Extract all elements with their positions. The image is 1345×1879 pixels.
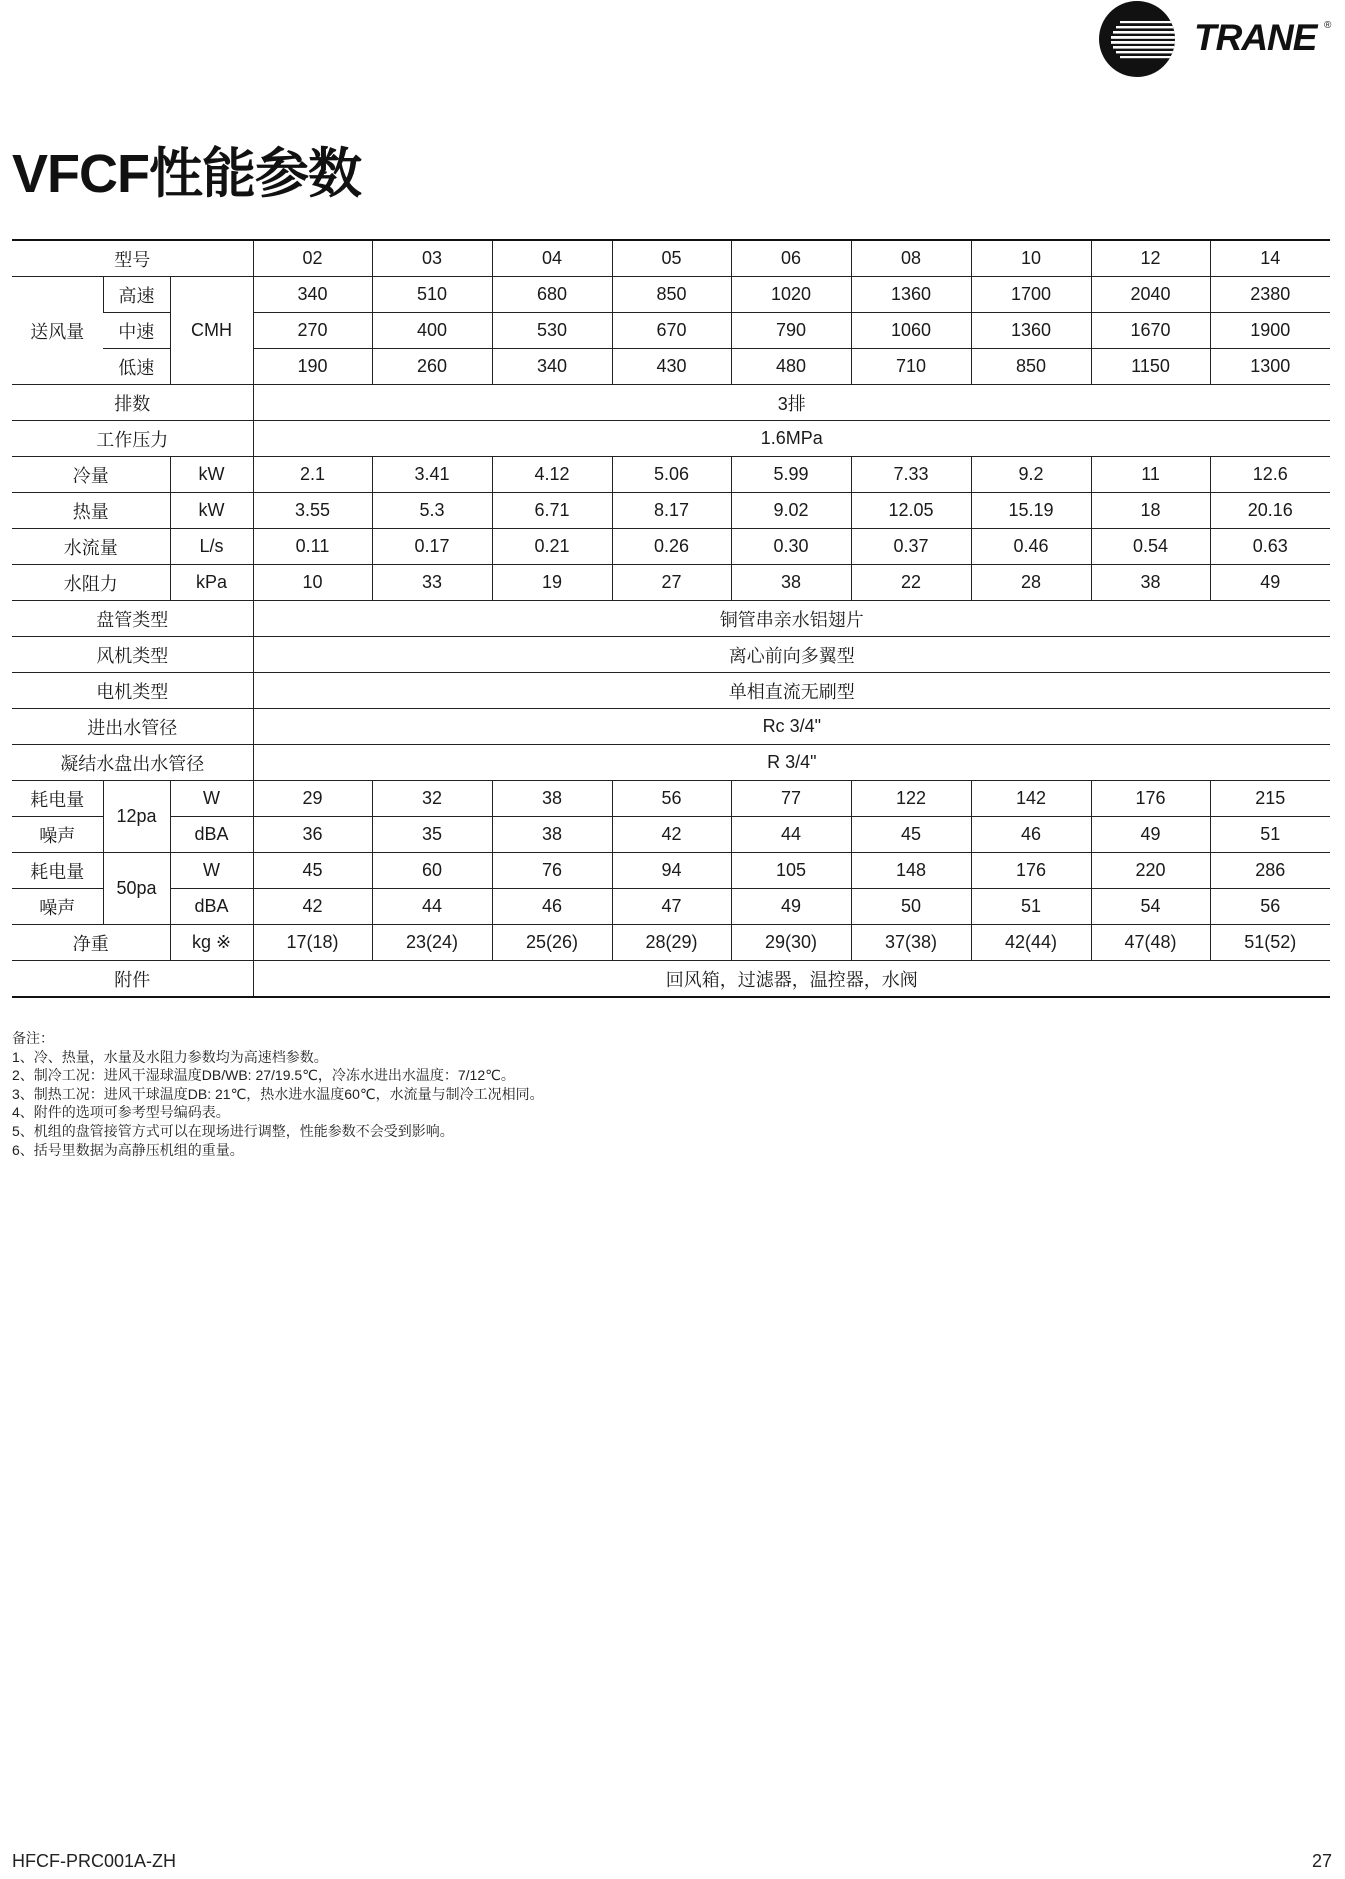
value-cell: 430 [612, 349, 731, 385]
speed-label: 低速 [103, 349, 170, 385]
value-cell: 4.12 [492, 457, 612, 493]
value-cell: 0.21 [492, 529, 612, 565]
noise-unit: dBA [170, 889, 253, 925]
value-cell: 0.37 [851, 529, 971, 565]
value-cell: 1900 [1210, 313, 1330, 349]
notes-heading: 备注： [12, 1030, 54, 1046]
note-item: 3、制热工况：进风干球温度DB: 21℃，热水进水温度60℃，水流量与制冷工况相同。 [12, 1085, 544, 1102]
value-cell: 36 [253, 817, 372, 853]
value-cell: 105 [731, 853, 851, 889]
value-cell: 38 [731, 565, 851, 601]
power-row [12, 781, 1330, 817]
perf-unit: kW [170, 493, 253, 529]
value-cell: 142 [971, 781, 1091, 817]
brand-name: TRANE [1194, 17, 1317, 58]
weight-unit: kg ※ [170, 925, 253, 961]
value-cell: 122 [851, 781, 971, 817]
power-label: 耗电量 [12, 781, 103, 817]
spec-row [12, 637, 1330, 673]
value-cell: 2380 [1210, 277, 1330, 313]
value-cell: 2.1 [253, 457, 372, 493]
value-cell: 480 [731, 349, 851, 385]
speed-label: 高速 [103, 277, 170, 313]
value-cell: 44 [731, 817, 851, 853]
model-header-cell: 03 [372, 240, 492, 277]
perf-row [12, 565, 1330, 601]
value-cell: 148 [851, 853, 971, 889]
perf-label: 水流量 [12, 529, 170, 565]
value-cell: 77 [731, 781, 851, 817]
value-cell: 51(52) [1210, 925, 1330, 961]
rows-row [12, 385, 1330, 421]
value-cell: 49 [1210, 565, 1330, 601]
perf-unit: L/s [170, 529, 253, 565]
doc-code: HFCF-PRC001A-ZH [12, 1851, 177, 1871]
value-cell: 46 [971, 817, 1091, 853]
value-cell: 1360 [851, 277, 971, 313]
value-cell: 340 [253, 277, 372, 313]
value-cell: 7.33 [851, 457, 971, 493]
value-cell: 29 [253, 781, 372, 817]
noise-row [12, 889, 1330, 925]
value-cell: 510 [372, 277, 492, 313]
noise-label: 噪声 [12, 817, 103, 853]
value-cell: 3.55 [253, 493, 372, 529]
weight-label: 净重 [12, 925, 170, 961]
spec-row [12, 601, 1330, 637]
value-cell: 215 [1210, 781, 1330, 817]
value-cell: 42(44) [971, 925, 1091, 961]
value-cell: 50 [851, 889, 971, 925]
registered-mark: ® [1324, 20, 1332, 31]
value-cell: 10 [253, 565, 372, 601]
noise-label: 噪声 [12, 889, 103, 925]
value-cell: 38 [1091, 565, 1210, 601]
value-cell: 37(38) [851, 925, 971, 961]
static-pressure-label: 12pa [103, 781, 170, 853]
trane-logo [1098, 0, 1338, 80]
value-cell: 18 [1091, 493, 1210, 529]
value-cell: 42 [253, 889, 372, 925]
value-cell: 46 [492, 889, 612, 925]
value-cell: 27 [612, 565, 731, 601]
value-cell: 2040 [1091, 277, 1210, 313]
spec-label: 盘管类型 [12, 601, 253, 637]
power-unit: W [170, 853, 253, 889]
value-cell: 1150 [1091, 349, 1210, 385]
value-cell: 29(30) [731, 925, 851, 961]
value-cell: 6.71 [492, 493, 612, 529]
rows-label: 排数 [12, 385, 253, 421]
value-cell: 12.05 [851, 493, 971, 529]
value-cell: 56 [612, 781, 731, 817]
value-cell: 33 [372, 565, 492, 601]
value-cell: 56 [1210, 889, 1330, 925]
perf-row [12, 493, 1330, 529]
value-cell: 54 [1091, 889, 1210, 925]
value-cell: 400 [372, 313, 492, 349]
model-header-cell: 06 [731, 240, 851, 277]
value-cell: 5.3 [372, 493, 492, 529]
value-cell: 8.17 [612, 493, 731, 529]
value-cell: 220 [1091, 853, 1210, 889]
value-cell: 15.19 [971, 493, 1091, 529]
spec-value: R 3/4" [253, 745, 1330, 781]
rows-value: 3排 [253, 385, 1330, 421]
value-cell: 0.30 [731, 529, 851, 565]
note-item: 2、制冷工况：进风干湿球温度DB/WB: 27/19.5℃，冷冻水进出水温度：7/12℃。 [12, 1067, 515, 1084]
value-cell: 1020 [731, 277, 851, 313]
spec-row [12, 709, 1330, 745]
weight-row [12, 925, 1330, 961]
value-cell: 94 [612, 853, 731, 889]
accessory-row [12, 961, 1330, 998]
value-cell: 190 [253, 349, 372, 385]
value-cell: 790 [731, 313, 851, 349]
value-cell: 530 [492, 313, 612, 349]
power-row [12, 853, 1330, 889]
spec-table [12, 239, 1330, 998]
value-cell: 5.06 [612, 457, 731, 493]
value-cell: 710 [851, 349, 971, 385]
model-header-cell: 14 [1210, 240, 1330, 277]
airflow-unit: CMH [170, 277, 253, 385]
value-cell: 340 [492, 349, 612, 385]
note-item: 1、冷、热量，水量及水阻力参数均为高速档参数。 [12, 1048, 328, 1065]
perf-label: 热量 [12, 493, 170, 529]
value-cell: 28 [971, 565, 1091, 601]
page-title: VFCF性能参数 [12, 144, 361, 204]
spec-label: 电机类型 [12, 673, 253, 709]
value-cell: 9.02 [731, 493, 851, 529]
value-cell: 42 [612, 817, 731, 853]
value-cell: 1670 [1091, 313, 1210, 349]
pressure-row [12, 421, 1330, 457]
value-cell: 286 [1210, 853, 1330, 889]
airflow-label: 送风量 [12, 277, 103, 385]
value-cell: 9.2 [971, 457, 1091, 493]
noise-row [12, 817, 1330, 853]
value-cell: 0.63 [1210, 529, 1330, 565]
value-cell: 176 [1091, 781, 1210, 817]
value-cell: 850 [971, 349, 1091, 385]
note-item: 4、附件的选项可参考型号编码表。 [12, 1104, 230, 1121]
value-cell: 19 [492, 565, 612, 601]
value-cell: 25(26) [492, 925, 612, 961]
value-cell: 0.54 [1091, 529, 1210, 565]
value-cell: 11 [1091, 457, 1210, 493]
static-pressure-label: 50pa [103, 853, 170, 925]
note-item: 6、括号里数据为高静压机组的重量。 [12, 1141, 244, 1158]
value-cell: 23(24) [372, 925, 492, 961]
model-header-cell: 02 [253, 240, 372, 277]
value-cell: 51 [1210, 817, 1330, 853]
trane-logo-icon [1098, 0, 1176, 78]
perf-unit: kW [170, 457, 253, 493]
model-header-cell: 12 [1091, 240, 1210, 277]
spec-value: 铜管串亲水铝翅片 [253, 601, 1330, 637]
value-cell: 38 [492, 781, 612, 817]
value-cell: 3.41 [372, 457, 492, 493]
value-cell: 0.26 [612, 529, 731, 565]
model-header-cell: 10 [971, 240, 1091, 277]
value-cell: 260 [372, 349, 492, 385]
perf-label: 水阻力 [12, 565, 170, 601]
value-cell: 45 [851, 817, 971, 853]
spec-label: 风机类型 [12, 637, 253, 673]
spec-row [12, 673, 1330, 709]
value-cell: 22 [851, 565, 971, 601]
pressure-label: 工作压力 [12, 421, 253, 457]
value-cell: 0.46 [971, 529, 1091, 565]
value-cell: 176 [971, 853, 1091, 889]
speed-label: 中速 [103, 313, 170, 349]
spec-value: Rc 3/4" [253, 709, 1330, 745]
value-cell: 49 [1091, 817, 1210, 853]
pressure-value: 1.6MPa [253, 421, 1330, 457]
spec-label: 进出水管径 [12, 709, 253, 745]
spec-value: 单相直流无刷型 [253, 673, 1330, 709]
value-cell: 5.99 [731, 457, 851, 493]
model-header-cell: 08 [851, 240, 971, 277]
note-item: 5、机组的盘管接管方式可以在现场进行调整，性能参数不会受到影响。 [12, 1122, 454, 1139]
power-unit: W [170, 781, 253, 817]
value-cell: 1060 [851, 313, 971, 349]
value-cell: 60 [372, 853, 492, 889]
noise-unit: dBA [170, 817, 253, 853]
value-cell: 12.6 [1210, 457, 1330, 493]
value-cell: 850 [612, 277, 731, 313]
value-cell: 32 [372, 781, 492, 817]
value-cell: 17(18) [253, 925, 372, 961]
value-cell: 1300 [1210, 349, 1330, 385]
value-cell: 0.11 [253, 529, 372, 565]
model-label: 型号 [12, 240, 253, 277]
power-label: 耗电量 [12, 853, 103, 889]
spec-row [12, 745, 1330, 781]
perf-row [12, 457, 1330, 493]
spec-label: 凝结水盘出水管径 [12, 745, 253, 781]
value-cell: 270 [253, 313, 372, 349]
page-number: 27 [1311, 1851, 1332, 1871]
value-cell: 0.17 [372, 529, 492, 565]
value-cell: 1700 [971, 277, 1091, 313]
value-cell: 38 [492, 817, 612, 853]
value-cell: 45 [253, 853, 372, 889]
perf-unit: kPa [170, 565, 253, 601]
model-row [12, 240, 1330, 277]
notes [12, 1029, 544, 1159]
accessory-label: 附件 [12, 961, 253, 998]
value-cell: 76 [492, 853, 612, 889]
value-cell: 47 [612, 889, 731, 925]
value-cell: 44 [372, 889, 492, 925]
perf-row [12, 529, 1330, 565]
value-cell: 1360 [971, 313, 1091, 349]
spec-value: 离心前向多翼型 [253, 637, 1330, 673]
accessory-value: 回风箱，过滤器，温控器，水阀 [253, 961, 1330, 998]
value-cell: 670 [612, 313, 731, 349]
value-cell: 35 [372, 817, 492, 853]
model-header-cell: 05 [612, 240, 731, 277]
value-cell: 49 [731, 889, 851, 925]
model-header-cell: 04 [492, 240, 612, 277]
airflow-row [12, 277, 1330, 313]
value-cell: 28(29) [612, 925, 731, 961]
perf-label: 冷量 [12, 457, 170, 493]
value-cell: 680 [492, 277, 612, 313]
value-cell: 47(48) [1091, 925, 1210, 961]
value-cell: 20.16 [1210, 493, 1330, 529]
value-cell: 51 [971, 889, 1091, 925]
